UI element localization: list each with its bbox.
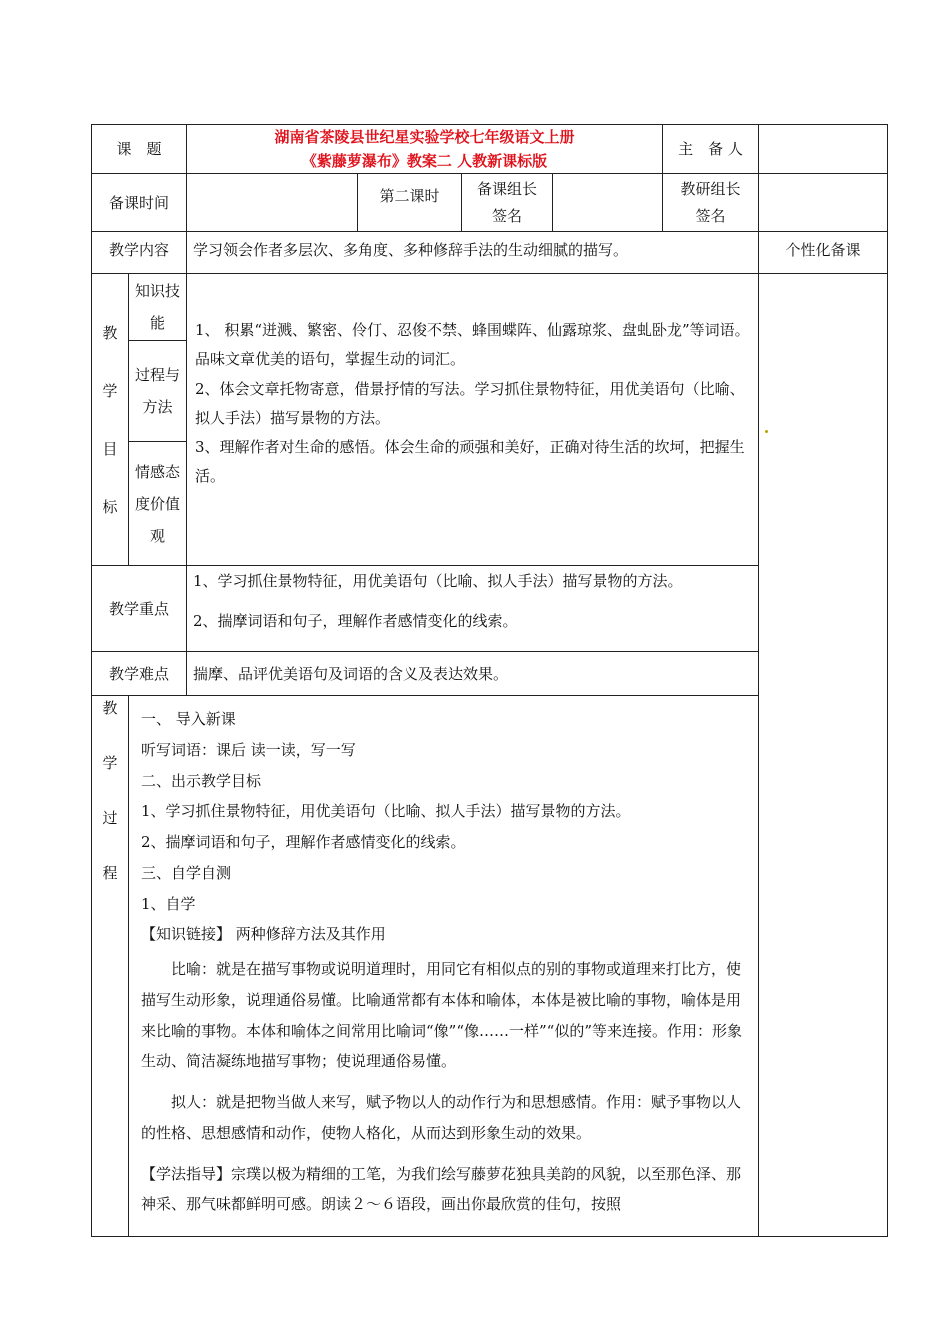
research-leader-label-cell (663, 174, 759, 232)
lesson-no-cell (358, 174, 462, 232)
process-line: 【知识链接】 两种修辞方法及其作用 (141, 925, 386, 944)
goal-item: 3、理解作者对生命的感悟。体会生命的顽强和美好，正确对待生活的坎坷，把握生活。 (195, 438, 745, 486)
goal-sub-process: 过程与方法 (129, 341, 186, 442)
process-line: 1、学习抓住景物特征，用优美语句（比喻、拟人手法）描写景物的方法。 (141, 802, 631, 821)
personal-prep-area (759, 274, 888, 1237)
goals-list (187, 316, 758, 492)
process-line: 2、揣摩词语和句子，理解作者感情变化的线索。 (141, 833, 466, 851)
research-leader-label: 教研组长签名 (680, 180, 741, 225)
time-label-cell (92, 174, 187, 232)
goals-label: 教 学 目 标 (102, 323, 118, 516)
process-body (129, 696, 759, 1237)
difficult-text-cell (187, 652, 759, 696)
goal-sub-knowledge: 知识技能 (129, 274, 186, 341)
process-label-cell (92, 696, 129, 1237)
lesson-no: 第二课时 (379, 187, 440, 205)
goal-item: 2、体会文章托物寄意，借景抒情的写法。学习抓住景物特征，用优美语句（比喻、拟人手法）描写景物的方法。 (195, 379, 745, 427)
title-line-1: 湖南省茶陵县世纪星实验学校七年级语文上册 (274, 128, 575, 146)
process-line: 一、 导入新课 (141, 710, 236, 728)
group-leader-label: 备课组长签名 (477, 180, 538, 225)
difficult-label-cell (92, 652, 187, 696)
title-line-2: 《紫藤萝瀑布》教案二 人教新课标版 (301, 152, 548, 170)
difficult-points-label: 教学难点 (109, 664, 170, 683)
stray-dot (765, 430, 768, 433)
content-label: 教学内容 (109, 241, 170, 259)
key-point-item: 1、学习抓住景物特征，用优美语句（比喻、拟人手法）描写景物的方法。 (193, 572, 683, 590)
preparer-label: 主 备 人 (678, 140, 743, 158)
process-line: 1、自学 (141, 894, 196, 913)
personification-paragraph: 拟人：就是把物当做人来写，赋予物以人的动作行为和思想感情。作用：赋予事物以人的性格、思想感情和动作，使物人格化，从而达到形象生动的效果。 (141, 1093, 742, 1142)
lesson-plan-table (91, 124, 888, 1237)
process-line: 二、出示教学目标 (141, 771, 262, 790)
content-label-cell (92, 232, 187, 274)
time-value-cell (187, 174, 358, 232)
personal-label-cell (759, 232, 888, 274)
topic-label: 课 题 (116, 140, 162, 158)
goal-sub-emotion: 情感态度价值观 (135, 462, 181, 545)
research-leader-sign-cell (759, 174, 888, 232)
time-label: 备课时间 (109, 193, 170, 212)
group-leader-label-cell (462, 174, 553, 232)
key-points-label-cell (92, 566, 187, 652)
preparer-label-cell (663, 125, 759, 174)
process-line: 三、自学自测 (141, 863, 232, 882)
difficult-points-text: 揣摩、品评优美语句及词语的含义及表达效果。 (193, 664, 509, 683)
metaphor-paragraph: 比喻：就是在描写事物或说明道理时，用同它有相似点的别的事物或道理来打比方，使描写生动形象，说理通俗易懂。比喻通常都有本体和喻体，本体是被比喻的事物，喻体是用来比喻的事物。本体和喻体之间常用比喻词“像”“像……一样”“似的”等来连接。作用：形象生动、简洁凝练地描写事物；使说理通俗易懂。 (141, 960, 743, 1071)
key-point-item: 2、揣摩词语和句子，理解作者感情变化的线索。 (193, 612, 518, 630)
process-line: 听写词语：课后 读一读，写一写 (141, 740, 356, 759)
preparer-value-cell (759, 125, 888, 174)
method-guide-paragraph: 【学法指导】宗璞以极为精细的工笔，为我们绘写藤萝花独具美韵的风貌，以至那色泽、那神采、那气味都鲜明可感。朗读２～６语段，画出你最欣赏的佳句，按照 (141, 1164, 742, 1214)
goal-item: 1、 积累“迸溅、繁密、伶仃、忍俊不禁、蜂围蝶阵、仙露琼浆、盘虬卧龙”等词语。 品味文章优美的语句，掌握生动的词汇。 (195, 321, 750, 369)
key-points-label: 教学重点 (109, 599, 170, 618)
process-label: 教 学 过 程 (102, 699, 118, 882)
content-text: 学习领会作者多层次、多角度、多种修辞手法的生动细腻的描写。 (193, 241, 629, 259)
personal-prep-label: 个性化备课 (785, 241, 861, 259)
topic-label-cell (92, 125, 187, 174)
goals-label-cell (92, 274, 129, 566)
content-text-cell (187, 232, 759, 274)
lesson-title (187, 125, 663, 174)
group-leader-sign-cell (553, 174, 663, 232)
key-points-text-cell (187, 566, 759, 652)
goals-sub-labels-cell (129, 274, 187, 566)
goals-text-cell (187, 274, 759, 566)
